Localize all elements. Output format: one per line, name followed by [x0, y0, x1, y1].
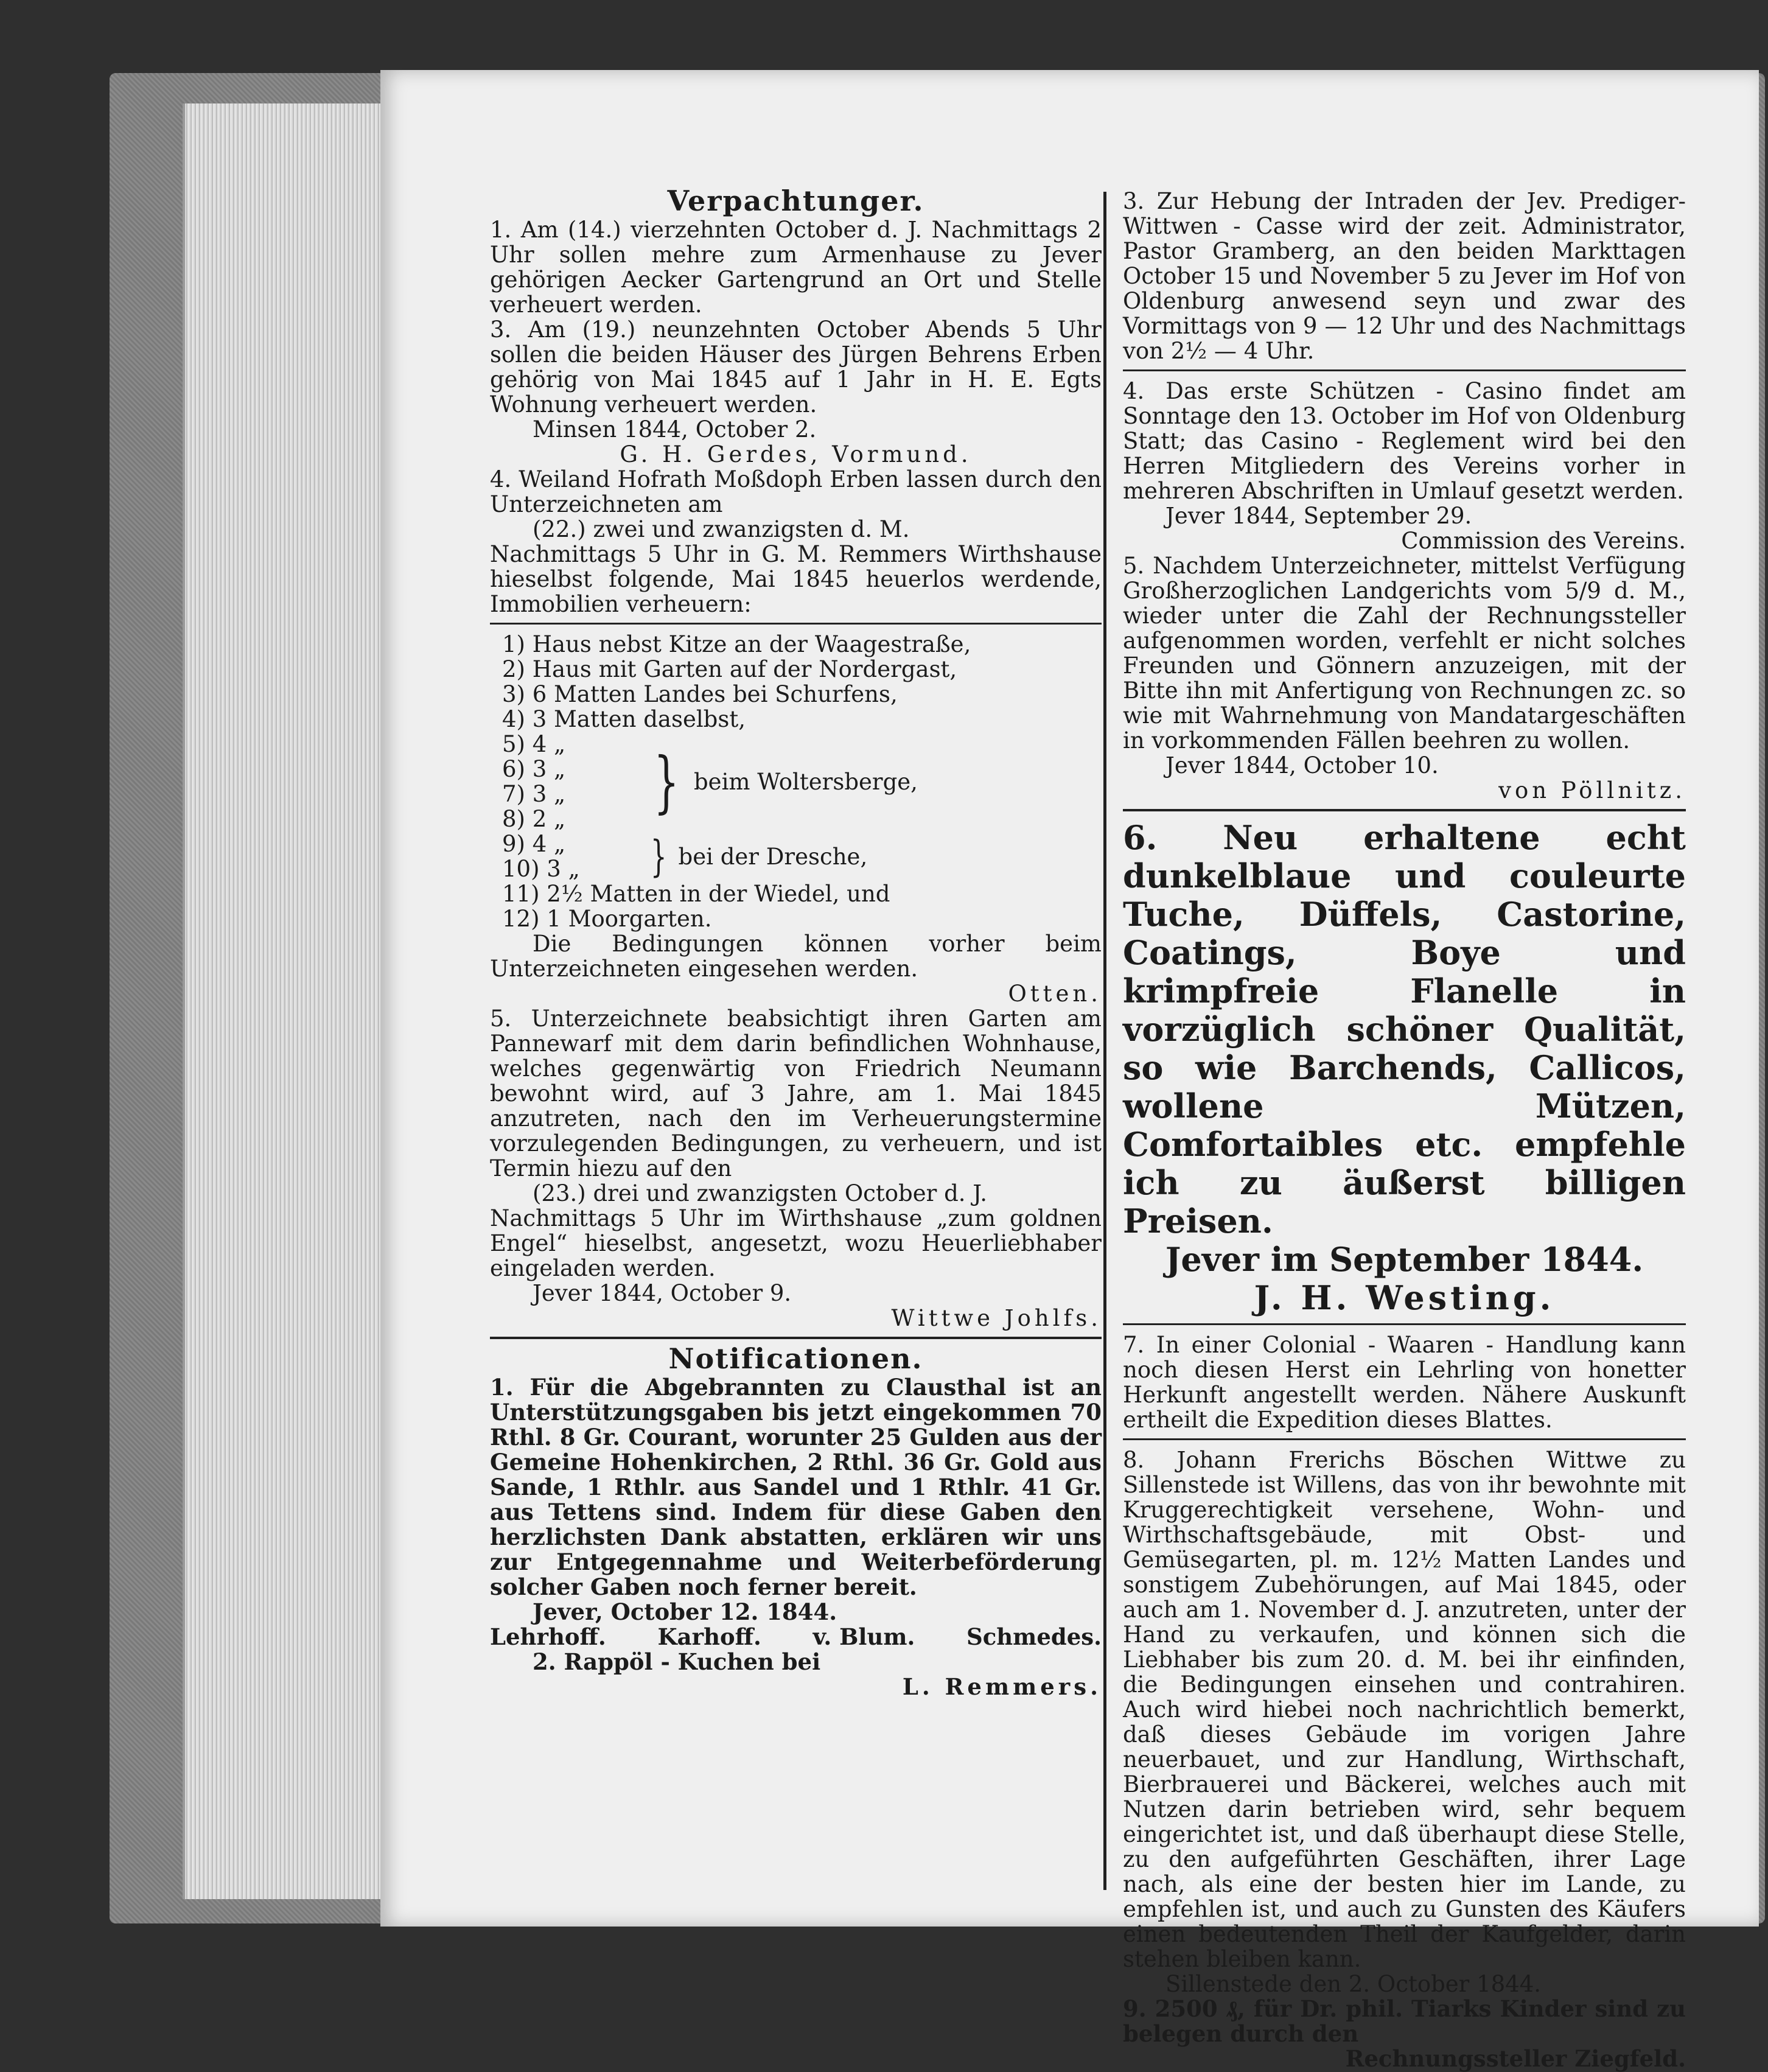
- list-item: 9) 4 „: [502, 831, 566, 857]
- advert-6: 6. Neu erhaltene echt dunkelblaue und couleurte Tuche, Düffels, Castorine, Coatings, Boye und krimpfreie Flanelle in vorzüglich schöner Qualität, so wie Barchends, Callicos, wollene Mützen, Comfortaibles etc. empfehle ich zu äußerst billigen Preisen.: [1123, 818, 1686, 1241]
- notice-r4-place: Jever 1844, September 29.: [1165, 503, 1472, 529]
- section-heading-notificationen: Notificationen.: [668, 1342, 923, 1375]
- notice-r5-signature: von Pöllnitz.: [1498, 777, 1686, 803]
- list-item: 5) 4 „: [502, 731, 566, 757]
- right-column: [1123, 189, 1686, 2071]
- notice-4-date: (22.) zwei und zwanzigsten d. M.: [533, 516, 910, 542]
- list-item: 1) Haus nebst Kitze an der Waagestraße,: [502, 631, 971, 657]
- notification-1: 1. Für die Abgebrannten zu Clausthal ist an Unterstützungsgaben bis jetzt eingekommen 70 Rthl. 8 Gr. Courant, worunter 25 Gulden aus der Gemeine Hohenkirchen, 2 Rthl. 36 Gr. Gold aus Sande, 1 Rthlr. aus Sandel und 1 Rthlr. 41 Gr. aus Tettens sind. Indem für diese Gaben den herzlichsten Dank abstatten, erklären wir uns zur Entgegennahme und Weiterbeförderung solcher Gaben noch ferner bereit.: [490, 1374, 1102, 1600]
- notice-r4-signature: Commission des Vereins.: [1401, 528, 1686, 554]
- signer: Lehrhoff.: [490, 1623, 606, 1650]
- notice-3-signature: G. H. Gerdes, Vormund.: [620, 441, 972, 467]
- notice-3-place: Minsen 1844, October 2.: [533, 416, 817, 443]
- divider-line: [1123, 1438, 1686, 1440]
- notification-2-signature: L. Remmers.: [902, 1673, 1102, 1700]
- notice-3: 3. Am (19.) neunzehnten October Abends 5 Uhr sollen die beiden Häuser des Jürgen Behrens Erben gehörig von Mai 1845 auf 1 Jahr in H. E. Egts Wohnung verheuert werden.: [490, 317, 1102, 418]
- notice-r7: 7. In einer Colonial - Waaren - Handlung kann noch diesen Herst ein Lehrling von honetter Herkunft angestellt werden. Nähere Auskunft ertheilt die Expedition dieses Blattes.: [1123, 1332, 1686, 1433]
- signer: Karhoff.: [657, 1623, 761, 1650]
- notice-r3: 3. Zur Hebung der Intraden der Jev. Prediger-Wittwen - Casse wird der zeit. Administrator, Pastor Gramberg, an den beiden Markttagen October 15 und November 5 zu Jever im Hof von Oldenburg anwesend seyn und zwar des Vormittags von 9 — 12 Uhr und des Nachmittags von 2½ — 4 Uhr.: [1123, 188, 1686, 364]
- list-item: 3) 6 Matten Landes bei Schurfens,: [502, 681, 898, 707]
- notice-r5: 5. Nachdem Unterzeichneter, mittelst Verfügung Großherzoglichen Landgerichts vom 5/9 d. M., wieder unter die Zahl der Rechnungssteller aufgenommen worden, verfehlt er nicht solches Freunden und Gönnern anzuzeigen, mit der Bitte ihn mit Anfertigung von Rechnungen zc. so wie mit Wahrnehmung von Mandatargeschäften in vorkommenden Fällen beehren zu wollen.: [1123, 553, 1686, 754]
- notice-4-text: Nachmittags 5 Uhr in G. M. Remmers Wirthshause hieselbst folgende, Mai 1845 heuerlos werdende, Immobilien verheuern:: [490, 541, 1102, 617]
- notification-2: 2. Rappöl - Kuchen bei: [533, 1648, 821, 1675]
- notice-4-conditions: Die Bedingungen können vorher beim Unterzeichneten eingesehen werden.: [490, 931, 1102, 982]
- brace-icon: }: [654, 743, 679, 821]
- list-item: 2) Haus mit Garten auf der Nordergast,: [502, 656, 957, 682]
- divider-line: [1123, 1323, 1686, 1325]
- page-edges: [183, 103, 386, 1899]
- left-column: [490, 184, 1102, 1700]
- notification-1-place: Jever, October 12. 1844.: [533, 1598, 837, 1625]
- divider-line: [490, 623, 1102, 625]
- notice-5-place: Jever 1844, October 9.: [533, 1280, 792, 1306]
- list-item: 12) 1 Moorgarten.: [502, 906, 712, 932]
- list-item: 4) 3 Matten daselbst,: [502, 706, 746, 732]
- section-divider: [490, 1337, 1102, 1339]
- notice-5-signature: Wittwe Johlfs.: [891, 1305, 1102, 1331]
- property-list: [490, 632, 1102, 931]
- section-heading-verpachtungen: Verpachtunger.: [667, 184, 924, 217]
- newspaper-page: [380, 70, 1759, 2072]
- advert-6-signature: J. H. Westing.: [1254, 1278, 1555, 1317]
- list-item: 8) 2 „: [502, 806, 566, 832]
- notice-r5-place: Jever 1844, October 10.: [1165, 752, 1439, 779]
- notice-r9-signature: Rechnungssteller Ziegfeld.: [1345, 2045, 1686, 2072]
- notice-r9: 9. 2500 ₰, für Dr. phil. Tiarks Kinder sind zu belegen durch den: [1123, 1995, 1686, 2047]
- signer: v. Blum.: [812, 1623, 915, 1650]
- notice-5-text: Nachmittags 5 Uhr im Wirthshause „zum goldnen Engel“ hieselbst, angesetzt, wozu Heuerliebhaber eingeladen werden.: [490, 1205, 1102, 1281]
- list-group-dresche: [490, 831, 1102, 881]
- notice-4-signature: Otten.: [1008, 981, 1102, 1007]
- notice-4-intro: 4. Weiland Hofrath Moßdoph Erben lassen durch den Unterzeichneten am: [490, 466, 1102, 517]
- list-item: 11) 2½ Matten in der Wiedel, und: [502, 881, 890, 907]
- notice-5-date: (23.) drei und zwanzigsten October d. J.: [533, 1180, 988, 1206]
- advert-6-place: Jever im September 1844.: [1165, 1240, 1644, 1279]
- notification-1-signers: [490, 1625, 1102, 1650]
- list-item: 7) 3 „: [502, 781, 566, 807]
- notice-r8-place: Sillenstede den 2. October 1844.: [1165, 1971, 1542, 1997]
- notice-1: 1. Am (14.) vierzehnten October d. J. Nachmittags 2 Uhr sollen mehre zum Armenhause zu Jever gehörigen Aecker Gartengrund an Ort und Stelle verheuert werden.: [490, 217, 1102, 318]
- list-item: 6) 3 „: [502, 756, 566, 782]
- list-group-label: bei der Dresche,: [678, 843, 868, 870]
- column-divider: [1103, 192, 1106, 1890]
- notice-r4: 4. Das erste Schützen - Casino findet am Sonntage den 13. October im Hof von Oldenburg Statt; das Casino - Reglement wird bei den Herren Mitgliedern des Vereins vorher in mehreren Abschriften in Umlauf gesetzt werden.: [1123, 378, 1686, 504]
- signer: Schmedes.: [966, 1623, 1102, 1650]
- divider-line: [1123, 809, 1686, 811]
- brace-icon: }: [650, 831, 667, 881]
- list-group-woltersberge: [490, 732, 1102, 831]
- notice-5: 5. Unterzeichnete beabsichtigt ihren Garten am Pannewarf mit dem darin befindlichen Wohnhause, welches gegenwärtig von Friedrich Neumann bewohnt wird, auf 3 Jahre, am 1. Mai 1845 anzutreten, nach den im Verheuerungstermine vorzulegenden Bedingungen, zu verheuern, und ist Termin hiezu auf den: [490, 1006, 1102, 1181]
- list-item: 10) 3 „: [502, 856, 580, 882]
- notice-r8: 8. Johann Frerichs Böschen Wittwe zu Sillenstede ist Willens, das von ihr bewohnte mit Kruggerechtigkeit versehene, Wohn- und Wirthschaftsgebäude, mit Obst- und Gemüsegarten, pl. m. 12½ Matten Landes und sonstigem Zubehörungen, auf Mai 1845, oder auch am 1. November d. J. anzutreten, unter der Hand zu verkaufen, und können sich die Liebhaber bis zum 20. d. M. bei ihr einfinden, die Bedingungen einsehen und contrahiren. Auch wird hiebei noch nachrichtlich bemerkt, daß dieses Gebäude im vorigen Jahre neuerbauet, und zur Handlung, Wirthschaft, Bierbrauerei und Bäckerei, welches auch mit Nutzen darin betrieben wird, sehr bequem eingerichtet ist, und daß überhaupt diese Stelle, zu den aufgeführten Geschäften, ihrer Lage nach, als eine der besten hier im Lande, zu empfehlen ist, und auch zu Gunsten des Käufers einen bedeutenden Theil der Kaufgelder, darin stehen bleiben kann.: [1123, 1447, 1686, 1972]
- divider-line: [1123, 369, 1686, 371]
- list-group-label: beim Woltersberge,: [694, 768, 918, 795]
